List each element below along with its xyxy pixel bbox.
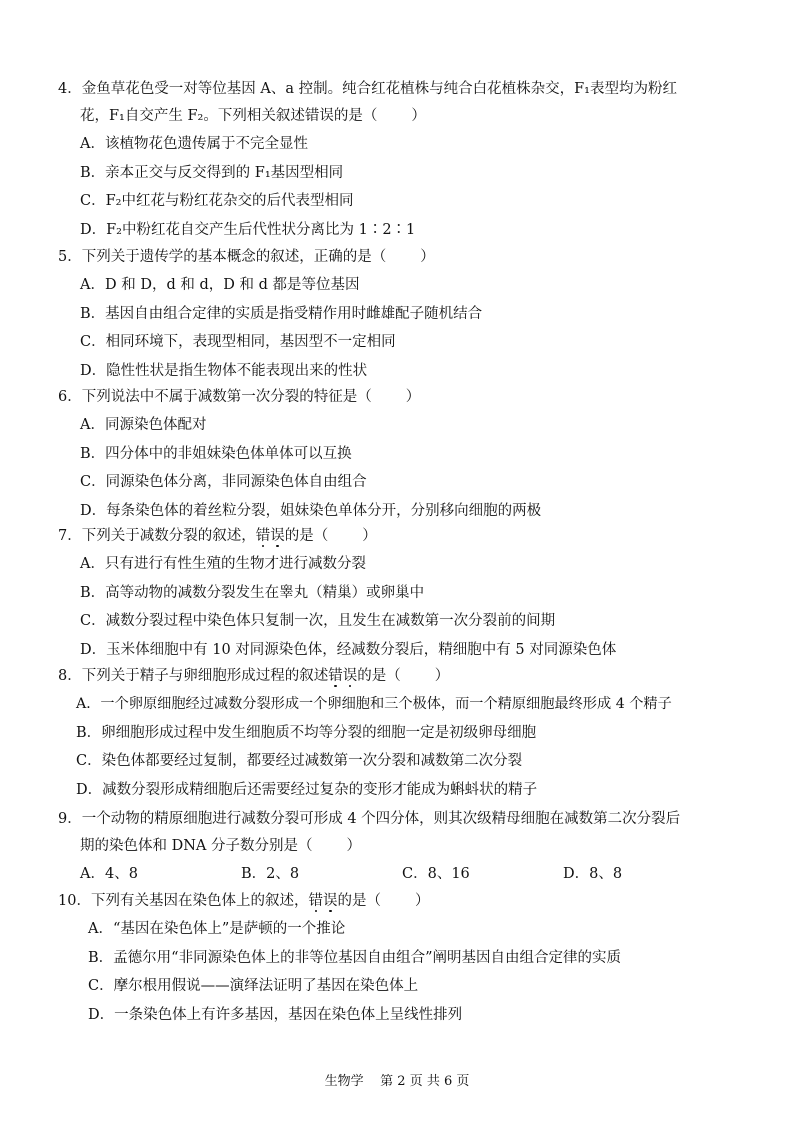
option-a: A．该植物花色遗传属于不完全显性 bbox=[80, 136, 308, 152]
question-4 bbox=[58, 76, 748, 244]
question-8 bbox=[58, 663, 748, 804]
question-stem: 6．下列说法中不属于减数第一次分裂的特征是（ ） bbox=[58, 389, 421, 405]
emphasis-char: 错 bbox=[328, 668, 343, 684]
footer-page-number: 第 2 页 共 6 页 bbox=[380, 1074, 470, 1089]
option-c: C．相同环境下，表现型相同，基因型不一定相同 bbox=[80, 334, 396, 350]
option-d: D．每条染色体的着丝粒分裂，姐妹染色单体分开，分别移向细胞的两极 bbox=[80, 502, 542, 519]
question-stem: 10．下列有关基因在染色体上的叙述，错误的是（ ） bbox=[58, 893, 430, 909]
option-a: A．“基因在染色体上”是萨顿的一个推论 bbox=[88, 921, 346, 937]
emphasis-char: 误 bbox=[322, 893, 338, 909]
option-b: B．亲本正交与反交得到的 F₁基因型相同 bbox=[80, 164, 344, 181]
question-number: 4． bbox=[58, 81, 82, 97]
question-7 bbox=[58, 523, 748, 664]
question-number: 5． bbox=[58, 249, 82, 265]
option-b: B．基因自由组合定律的实质是指受精作用时雌雄配子随机结合 bbox=[80, 305, 483, 322]
option-d: D．隐性性状是指生物体不能表现出来的性状 bbox=[80, 362, 368, 379]
question-9 bbox=[58, 806, 748, 889]
option-c: C．减数分裂过程中染色体只复制一次，且发生在减数第一次分裂前的间期 bbox=[80, 613, 556, 629]
question-stem bbox=[58, 806, 748, 833]
question-stem: 8．下列关于精子与卵细胞形成过程的叙述错误的是（ ） bbox=[58, 668, 450, 684]
option-d: D．F₂中粉红花自交产生后代性状分离比为 1∶2∶1 bbox=[80, 221, 416, 238]
question-number: 10． bbox=[58, 893, 91, 909]
question-stem-text: 金鱼草花色受一对等位基因 A、a 控制。纯合红花植株与纯合白花植株杂交，F₁表型均为粉红 bbox=[81, 81, 677, 97]
question-number: 9． bbox=[58, 811, 82, 827]
options-row bbox=[58, 860, 748, 889]
question-5 bbox=[58, 244, 748, 385]
footer-subject: 生物学 bbox=[324, 1074, 364, 1089]
page-footer bbox=[0, 1070, 794, 1089]
option-a: A．4、8 bbox=[80, 866, 138, 882]
option-d: D．减数分裂形成精细胞后还需要经过复杂的变形才能成为蝌蚪状的精子 bbox=[76, 781, 538, 798]
question-stem: 7．下列关于减数分裂的叙述，错误的是（ ） bbox=[58, 528, 377, 544]
option-a: A．只有进行有性生殖的生物才进行减数分裂 bbox=[80, 556, 366, 572]
option-c: C．8、16 bbox=[402, 866, 470, 882]
option-a: A．一个卵原细胞经过减数分裂形成一个卵细胞和三个极体，而一个精原细胞最终形成 4 个精子 bbox=[76, 696, 672, 712]
question-number: 7． bbox=[58, 528, 82, 544]
question-6 bbox=[58, 384, 748, 525]
option-d: D．8、8 bbox=[563, 866, 623, 882]
question-stem-text: 一个动物的精原细胞进行减数分裂可形成 4 个四分体，则其次级精母细胞在减数第二次分裂后 bbox=[81, 811, 681, 827]
option-b: B．卵细胞形成过程中发生细胞质不均等分裂的细胞一定是初级卵母细胞 bbox=[76, 724, 537, 741]
question-stem bbox=[58, 76, 748, 103]
question-stem-continued: 花，F₁自交产生 F₂。下列相关叙述错误的是（ ） bbox=[80, 108, 426, 124]
emphasis-char: 错 bbox=[308, 893, 323, 909]
option-b: B．孟德尔用“非同源染色体上的非等位基因自由组合”阐明基因自由组合定律的实质 bbox=[88, 949, 621, 966]
question-stem-continued: 期的染色体和 DNA 分子数分别是（ ） bbox=[80, 838, 362, 854]
option-c: C．摩尔根用假说——演绎法证明了基因在染色体上 bbox=[88, 978, 419, 994]
question-number: 8． bbox=[58, 668, 82, 684]
question-10 bbox=[58, 888, 748, 1029]
question-number: 6． bbox=[58, 389, 82, 405]
option-b: B．2、8 bbox=[241, 866, 300, 882]
option-b: B．四分体中的非姐妹染色体单体可以互换 bbox=[80, 445, 352, 462]
option-a: A．同源染色体配对 bbox=[80, 417, 207, 433]
option-b: B．高等动物的减数分裂发生在睾丸（精巢）或卵巢中 bbox=[80, 584, 425, 601]
option-a: A．D 和 D，d 和 d，D 和 d 都是等位基因 bbox=[80, 277, 360, 293]
emphasis-char: 误 bbox=[270, 528, 285, 544]
option-d: D．玉米体细胞中有 10 对同源染色体，经减数分裂后，精细胞中有 5 对同源染色体 bbox=[80, 641, 617, 658]
option-d: D．一条染色体上有许多基因，基因在染色体上呈线性排列 bbox=[88, 1006, 463, 1023]
option-c: C．染色体都要经过复制，都要经过减数第一次分裂和减数第二次分裂 bbox=[76, 753, 523, 769]
option-c: C．F₂中红花与粉红花杂交的后代表型相同 bbox=[80, 193, 354, 209]
question-stem: 5．下列关于遗传学的基本概念的叙述，正确的是（ ） bbox=[58, 249, 435, 265]
option-c: C．同源染色体分离，非同源染色体自由组合 bbox=[80, 474, 367, 490]
emphasis-char: 错 bbox=[255, 528, 271, 544]
emphasis-char: 误 bbox=[342, 668, 358, 684]
